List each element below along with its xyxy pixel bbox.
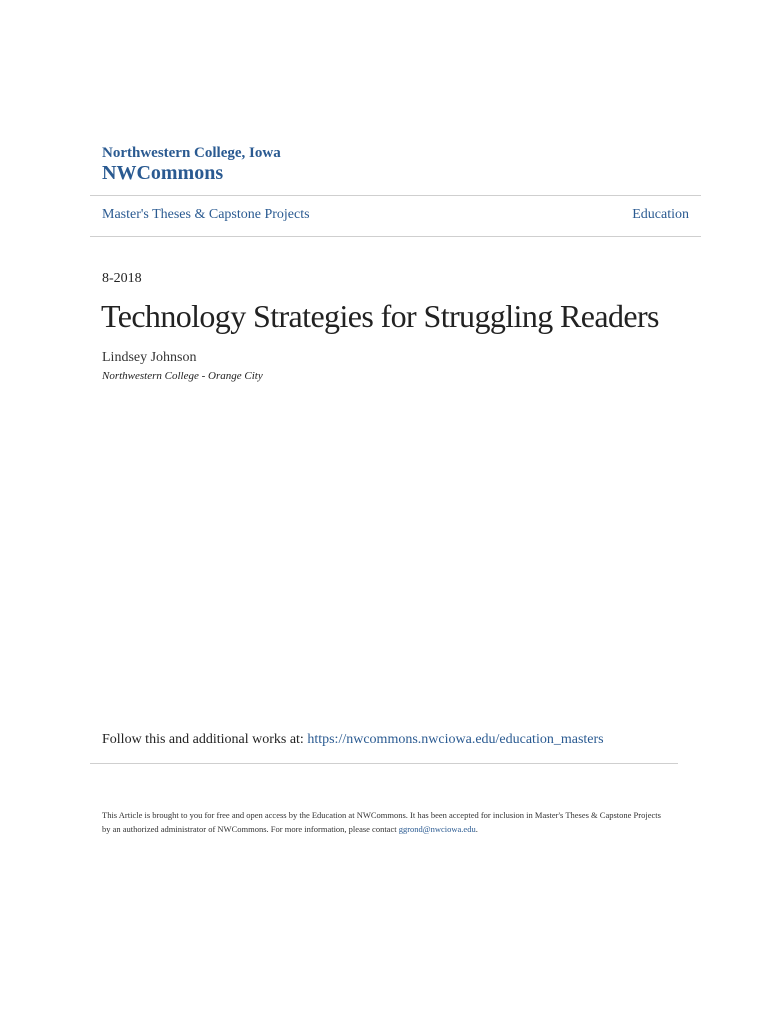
article-title: Technology Strategies for Struggling Readers bbox=[101, 298, 659, 334]
access-statement bbox=[102, 808, 662, 836]
contact-email-link[interactable]: ggrond@nwciowa.edu bbox=[398, 824, 476, 834]
series-link[interactable]: Master's Theses & Capstone Projects bbox=[102, 207, 310, 222]
author-name: Lindsey Johnson bbox=[102, 350, 197, 365]
divider-top bbox=[90, 195, 701, 196]
follow-label: Follow this and additional works at: bbox=[102, 732, 304, 747]
repository-name[interactable]: NWCommons bbox=[102, 162, 224, 184]
publication-date: 8-2018 bbox=[102, 271, 142, 286]
institution-name[interactable]: Northwestern College, Iowa bbox=[102, 145, 281, 161]
author-affiliation: Northwestern College - Orange City bbox=[102, 370, 263, 382]
access-statement-end: . bbox=[475, 824, 478, 834]
divider-bottom bbox=[90, 763, 678, 764]
access-statement-text: This Article is brought to you for free and open access by the Education at NWCommons. It has been accepted for inclusion in Master's Theses & Capstone Projects by an authorized administrator of NWCommons. For more information, please contact bbox=[102, 810, 661, 834]
divider-mid bbox=[90, 236, 701, 237]
follow-line bbox=[102, 731, 604, 749]
department-link[interactable]: Education bbox=[632, 207, 689, 222]
collection-url-link[interactable]: https://nwcommons.nwciowa.edu/education_masters bbox=[307, 732, 604, 747]
